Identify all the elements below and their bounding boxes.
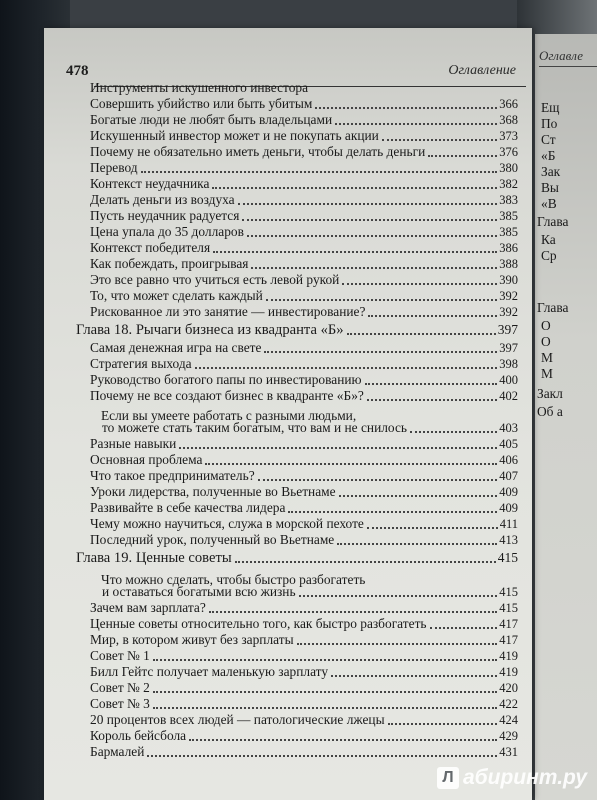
toc-entry-page: 415 — [497, 550, 518, 565]
facing-page-line: Ст — [541, 132, 556, 147]
toc-entry-page: 398 — [499, 357, 518, 371]
toc-entry — [90, 452, 518, 468]
toc-entry-page: 385 — [499, 225, 518, 239]
dot-leader — [258, 478, 498, 481]
toc-entry-page: 417 — [499, 617, 518, 631]
toc-entry-page: 403 — [499, 421, 518, 435]
toc-entry-title: То, что может сделать каждый — [90, 288, 263, 303]
toc-entry-title: Руководство богатого папы по инвестированию — [90, 372, 362, 387]
book-page — [44, 28, 532, 800]
dot-leader — [315, 106, 497, 109]
toc-entry-title: Чему можно научиться, служа в морской пехоте — [90, 516, 364, 531]
toc-entry-title: Развивайте в себе качества лидера — [90, 500, 286, 515]
toc-chapter-heading — [76, 322, 518, 338]
toc-entry-page: 397 — [497, 322, 518, 337]
dot-leader — [238, 202, 498, 205]
facing-page-line: Об а — [537, 404, 563, 419]
toc-entry — [90, 240, 518, 256]
toc-entry-page: 383 — [499, 193, 518, 207]
dot-leader — [367, 526, 498, 529]
toc-entry — [90, 356, 518, 372]
toc-entry-title: Основная проблема — [90, 452, 203, 467]
toc-entry-title: Уроки лидерства, полученные во Вьетнаме — [90, 484, 336, 499]
facing-page-line: Вы — [541, 180, 559, 195]
toc-entry — [90, 160, 518, 176]
facing-page — [535, 34, 597, 800]
facing-page-line: «Б — [541, 148, 556, 163]
toc-entry — [90, 80, 518, 96]
dot-leader — [153, 706, 497, 709]
toc-entry — [90, 112, 518, 128]
toc-entry — [90, 128, 518, 144]
toc-entry-title: Бармалей — [90, 744, 145, 759]
toc-entry-page: 409 — [499, 501, 518, 515]
toc-entry-page: 373 — [499, 129, 518, 143]
toc-entry-page: 431 — [499, 745, 518, 759]
dot-leader — [266, 298, 497, 301]
toc-entry-title: Это все равно что учиться есть левой рукой — [90, 272, 340, 287]
dot-leader — [365, 382, 498, 385]
toc-entry-page: 366 — [499, 97, 518, 111]
toc-entry-page: 419 — [499, 665, 518, 679]
toc-entry-page: 405 — [499, 437, 518, 451]
toc-chapter-heading — [76, 550, 518, 566]
dot-leader — [339, 494, 498, 497]
toc-entry-page: 397 — [499, 341, 518, 355]
facing-page-line: Ср — [541, 248, 557, 263]
facing-page-line: «В — [541, 196, 557, 211]
toc-entry — [90, 680, 518, 696]
dot-leader — [335, 122, 497, 125]
toc-entry-title: Стратегия выхода — [90, 356, 192, 371]
facing-page-line: Ка — [541, 232, 556, 247]
toc-entry — [90, 468, 518, 484]
toc-entry — [90, 304, 518, 320]
toc-entry — [90, 256, 518, 272]
dot-leader — [247, 234, 497, 237]
toc-entry-page: 417 — [499, 633, 518, 647]
dot-leader — [147, 754, 497, 757]
dot-leader — [368, 314, 497, 317]
toc-entry-page: 407 — [499, 469, 518, 483]
dot-leader — [331, 674, 497, 677]
toc-entry-title: Искушенный инвестор может и не покупать акции — [90, 128, 379, 143]
toc-entry-title: Совет № 2 — [90, 680, 150, 695]
toc-entry-page: 424 — [499, 713, 518, 727]
dot-leader — [388, 722, 498, 725]
toc-entry — [90, 340, 518, 356]
toc-entry-title: Мир, в котором живут без зарплаты — [90, 632, 294, 647]
toc-entry-title: Контекст победителя — [90, 240, 211, 255]
toc-entry-title: Зачем вам зарплата? — [90, 600, 206, 615]
toc-entry — [90, 616, 518, 632]
toc-entry-title: Контекст неудачника — [90, 176, 210, 191]
dot-leader — [189, 738, 497, 741]
dot-leader — [288, 510, 497, 513]
toc-entry — [90, 696, 518, 712]
toc-entry-page: 419 — [499, 649, 518, 663]
dot-leader — [153, 658, 497, 661]
toc-entry-title: Делать деньги из воздуха — [90, 192, 235, 207]
facing-page-line: Глава — [537, 300, 569, 315]
toc-entry-title: Цена упала до 35 долларов — [90, 224, 244, 239]
toc-entry — [90, 712, 518, 728]
toc-entry — [90, 532, 518, 548]
facing-page-line: О — [541, 318, 551, 333]
toc-entry — [90, 288, 518, 304]
toc-entry-page: 392 — [499, 305, 518, 319]
toc-entry — [90, 516, 518, 532]
toc-entry-title: Глава 19. Ценные советы — [76, 550, 232, 566]
dot-leader — [251, 266, 497, 269]
dot-leader — [347, 332, 496, 335]
toc-entry-title: Пусть неудачник радуется — [90, 208, 240, 223]
dot-leader — [212, 186, 497, 189]
dot-leader — [337, 542, 497, 545]
facing-page-line: О — [541, 334, 551, 349]
dot-leader — [299, 594, 498, 597]
dot-leader — [195, 366, 498, 369]
toc-entry-page: 420 — [499, 681, 518, 695]
toc-entry-title: и оставаться богатыми всю жизнь — [102, 584, 296, 599]
dot-leader — [342, 282, 497, 285]
page-number: 478 — [66, 63, 89, 79]
toc-entry-page: 406 — [499, 453, 518, 467]
dot-leader — [382, 138, 497, 141]
toc-entry-page: 380 — [499, 161, 518, 175]
toc-entry-title: Король бейсбола — [90, 728, 187, 743]
toc-entry — [90, 272, 518, 288]
toc-entry — [90, 96, 518, 112]
toc-entry — [90, 208, 518, 224]
toc-entry — [90, 192, 518, 208]
toc-entry-page: 390 — [499, 273, 518, 287]
toc-entry — [90, 648, 518, 664]
toc-entry-title: Последний урок, полученный во Вьетнаме — [90, 532, 335, 547]
facing-page-line: Глава — [537, 214, 569, 229]
toc-entry-page: 415 — [499, 601, 518, 615]
toc-entry-title: Инструменты искушенного инвестора — [90, 80, 309, 95]
toc-entry-title: Что такое предприниматель? — [90, 468, 255, 483]
facing-page-line: Зак — [541, 164, 561, 179]
toc-entry-title: то можете стать таким богатым, что вам и не снилось — [102, 420, 408, 435]
dot-leader — [242, 218, 497, 221]
dot-leader — [235, 560, 496, 563]
toc-entry — [90, 632, 518, 648]
dot-leader — [410, 430, 497, 433]
toc-entry — [90, 176, 518, 192]
toc-entry-title: Ценные советы относительно того, как быстро разбогатеть — [90, 616, 427, 631]
toc-entry — [90, 144, 518, 160]
facing-page-line: По — [541, 116, 558, 131]
toc-entry-page: 422 — [499, 697, 518, 711]
toc-entry-title: Перевод — [90, 160, 138, 175]
toc-entry — [90, 436, 518, 452]
toc-entry — [90, 484, 518, 500]
toc-entry-title: Глава 18. Рычаги бизнеса из квадранта «Б» — [76, 322, 344, 338]
dot-leader — [153, 690, 497, 693]
toc-entry-title: Богатые люди не любят быть владельцами — [90, 112, 333, 127]
toc-entry-title: Рискованное ли это занятие — инвестирование? — [90, 304, 366, 319]
dot-leader — [141, 170, 498, 173]
dot-leader — [428, 154, 497, 157]
toc-entry-page: 368 — [499, 113, 518, 127]
toc-entry-page: 386 — [499, 241, 518, 255]
toc-entry-title: Самая денежная игра на свете — [90, 340, 262, 355]
toc-entry-title: Как побеждать, проигрывая — [90, 256, 249, 271]
labirint-logo-icon: Л — [437, 767, 459, 789]
dot-leader — [367, 398, 497, 401]
toc-entry-page: 402 — [499, 389, 518, 403]
watermark-text: абиринт.ру — [462, 766, 587, 789]
toc-entry-page: 376 — [499, 145, 518, 159]
toc-entry — [90, 224, 518, 240]
toc-entry-first-line: Что можно сделать, чтобы быстро разбогатеть — [101, 572, 366, 587]
toc-entry-title: Совет № 3 — [90, 696, 150, 711]
toc-entry-page: 411 — [499, 517, 518, 531]
toc-entry-title: Почему не все создают бизнес в квадранте «Б»? — [90, 388, 364, 403]
dot-leader — [430, 626, 498, 629]
toc-entry — [90, 664, 518, 680]
toc-entry-title: Совершить убийство или быть убитым — [90, 96, 313, 111]
toc-entry-title: Совет № 1 — [90, 648, 150, 663]
facing-page-line: М — [541, 350, 553, 365]
toc-entry — [90, 388, 518, 404]
facing-page-line: М — [541, 366, 553, 381]
running-head: Оглавление — [448, 63, 516, 78]
toc-entry — [90, 600, 518, 616]
toc-entry-title: Почему не обязательно иметь деньги, чтобы делать деньги — [90, 144, 426, 159]
toc-entry — [90, 372, 518, 388]
dot-leader — [213, 250, 497, 253]
toc-entry-page: 388 — [499, 257, 518, 271]
facing-page-line: Закл — [537, 386, 563, 401]
facing-page-line: Ещ — [541, 100, 560, 115]
toc-entry-title: Билл Гейтс получает маленькую зарплату — [90, 664, 329, 679]
toc-entry-page: 409 — [499, 485, 518, 499]
toc-entry-page: 400 — [499, 373, 518, 387]
dot-leader — [205, 462, 497, 465]
toc-entry-page: 429 — [499, 729, 518, 743]
toc-entry-page: 392 — [499, 289, 518, 303]
toc-entry — [90, 728, 518, 744]
toc-entry-first-line: Если вы умеете работать с разными людьми, — [101, 408, 357, 423]
toc-entry-title: Разные навыки — [90, 436, 177, 451]
dot-leader — [297, 642, 498, 645]
facing-running-head: Оглавле — [539, 48, 597, 67]
toc-entry — [90, 744, 518, 760]
toc-entry-page: 413 — [499, 533, 518, 547]
toc-entry-page: 382 — [499, 177, 518, 191]
toc-entry-page: 385 — [499, 209, 518, 223]
toc-entry-title: 20 процентов всех людей — патологические лжецы — [90, 712, 385, 727]
dot-leader — [179, 446, 497, 449]
toc-entry-page: 415 — [499, 585, 518, 599]
dot-leader — [209, 610, 497, 613]
toc-entry — [90, 500, 518, 516]
watermark — [437, 766, 587, 790]
dot-leader — [264, 350, 497, 353]
